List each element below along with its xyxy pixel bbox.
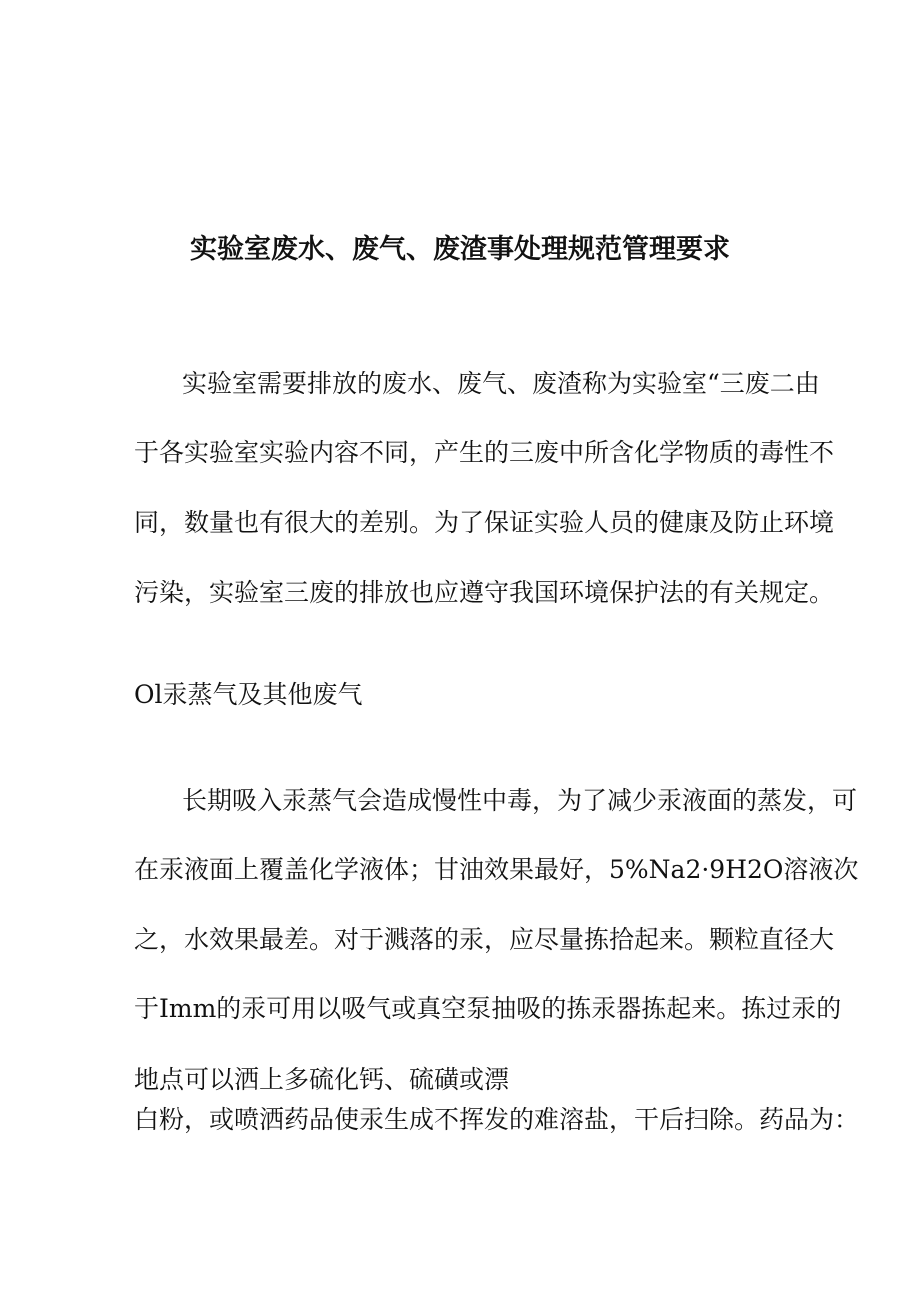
section-line-3: 之，水效果最差。对于溅落的汞，应尽量拣拾起来。颗粒直径大 bbox=[134, 925, 835, 954]
section-line-2: 在汞液面上覆盖化学液体；甘油效果最好，5%Na2·9H2O溶液次 bbox=[134, 855, 859, 884]
section-line-1: 长期吸入汞蒸气会造成慢性中毒，为了减少汞液面的蒸发，可 bbox=[182, 786, 858, 815]
section-heading: Ol汞蒸气及其他废气 bbox=[134, 680, 363, 709]
section-line-4: 于Imm的汞可用以吸气或真空泵抽吸的拣汞器拣起来。拣过汞的 bbox=[134, 994, 842, 1023]
document-title: 实验室废水、废气、废渣事处理规范管理要求 bbox=[190, 234, 730, 265]
intro-line-3: 同，数量也有很大的差别。为了保证实验人员的健康及防止环境 bbox=[134, 508, 835, 537]
intro-line-2: 于各实验室实验内容不同，产生的三废中所含化学物质的毒性不 bbox=[134, 438, 835, 467]
intro-line-1: 实验室需要排放的废水、废气、废渣称为实验室“三废二由 bbox=[182, 369, 820, 398]
intro-line-4: 污染，实验室三废的排放也应遵守我国环境保护法的有关规定。 bbox=[134, 578, 835, 607]
section-line-5: 地点可以洒上多硫化钙、硫磺或漂 bbox=[134, 1065, 510, 1094]
section-line-6: 白粉，或喷洒药品使汞生成不挥发的难溶盐，干后扫除。药品为： bbox=[134, 1105, 860, 1134]
